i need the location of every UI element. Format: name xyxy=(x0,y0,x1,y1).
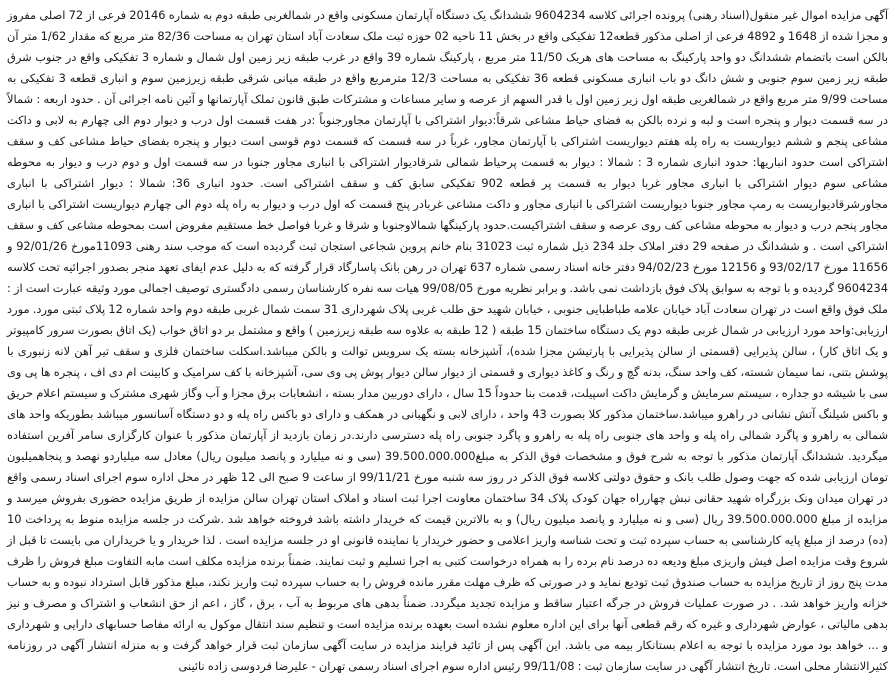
notice-body-text: آگهی مزایده اموال غیر منقول(اسناد رهنی) پرونده اجرائی کلاسه 9604234 ششدانگ یک دستگاه آپارتمان مسکونی واقع در شمالغربی طبقه دوم به شماره 20146 فرعی از 72 اصلی مفروز و مجزا شده از 1648 و 4892 فرعی از اصلی مذکور قطعه12 تفکیکی واقع در بخش 11 ناحیه 02 حوزه ثبت ملک سعادت آباد استان تهران به مساحت 82/36 متر مربع که مقدار 1/62 متر آن بالکن است باتضمام ششدانگ دو واحد پارکینگ به مساحت های هریک 11/50 متر مربع ، پارکینگ شماره 39 واقع در غرب طبقه زیر زمین اول شمال و شماره 3 تفکیکی واقع در جنوب شرق طبقه زیر زمین سوم جنوبی و شش دانگ دو باب انباری مسکونی قطعه 36 تفکیکی به مساحت 12/3 مترمربع واقع در طبقه میانی شرقی طبقه زیرزمین سوم و انباری قطعه 3 تفکیکی به مساحت 9/99 متر مربع واقع در شمالغربی طبقه اول زیر زمین اول با قدر السهم از عرصه و سایر مساعات و مشترکات طبق قانون تملک آپارتمانها و آئین نامه اجرائی آن . حدود اربعه : شمالاً در سه قسمت دیوار و پنجره است و لبه و نرده بالکن به فضای حیاط مشاعی شرقاً:دیوار اشتراکی با آپارتمان مجاورجنوباً :در هفت قسمت اول درب و دیوار دوم الی چهارم به لابی و داکت مشاعی پنجم و ششم دیواریست به راه پله هفتم دیواریست اشتراکی با آپارتمان مجاور، غرباً در سه قسمت که قسمت دوم قوسی است دیوار و پنجره بفضای حیاط مشاعی کف و سقف اشتراکی است حدود انباریها: حدود انباری شماره 3 : شمالا : دیوار به قسمت پرحیاط شمالی شرقادیوار اشتراکی با انباری مجاور جنوبا در سه قسمت اول و دوم درب و دیوار به محوطه مشاعی سوم دیوار اشتراکی با انباری مجاور غربا دیوار به قسمت پر قطعه 902 تفکیکی سابق کف و سقف اشتراکی است. حدود انباری 36: شمالا : دیوار اشتراکی با انباری مجاورشرقادیواریست به رمپ مجاور جنوبا دیواریست اشتراکی با انباری مجاور و داکت مشاعی غربادر پنج قسمت که اول درب و دیوار به راه پله دوم الی چهارم دیواریست اشتراکی با انباری مجاور پنجم درب و دیوار به محوطه مشاعی کف روی عرصه و سقف اشتراکیست.حدود پارکینگها شمالاوجنوبا و شرقا و غربا فواصل خط مستقیم مفروض است بمحوطه مشاعی کف و سقف اشتراکی است . و ششدانگ در صفحه 29 دفتر املاک جلد 234 ذیل شماره ثبت 31023 بنام خانم پروین شجاعی استجان ثبت گردیده است که موجب سند رهنی 11093مورخ 92/01/26 و 11656 مورخ 93/02/17 و 12156 مورخ 94/02/23 دفتر خانه اسناد رسمی شماره 637 تهران در رهن بانک پاسارگاد قرار گرفته که به دلیل عدم ایفای تعهد منجر بصدور اجرائیه تحت کلاسه 9604234 گردیده و با توجه به سوابق پلاک فوق بازداشت نمی باشد. و برابر نظریه مورخ 99/08/05 هیات سه نفره کارشناسان رسمی دادگستری توصیف اجمالی مورد وثیقه عبارت است از : ملک فوق واقع است در تهران سعادت آباد خیابان علامه طباطبایی جنوبی ، خیابان شهید حق طلب غربی پلاک شهرداری 31 سمت شمال غربی طبقه دوم واحد شماره 12 پلاک ثبتی مورد. مورد ارزیابی:واحد مورد ارزیابی در شمال غربی طبقه دوم یک دستگاه ساختمان 15 طبقه ( 12 طبقه به علاوه سه طبقه زیرزمین ) واقع و مشتمل بر دو اتاق خواب (یک اتاق بصورت سرور کامپیوتر و یک اتاق کار) ، سالن پذیرایی (قسمتی از سالن پذیرایی با پارتیشن مجزا شده)، آشپزخانه بسته یک سرویس توالت و بالکن میباشد.اسکلت ساختمان فلزی و سقف تیر آهن لانه زنبوری با پوشش بتنی، نما سیمان شسته، کف واحد سنگ، بدنه گچ و رنگ و کاغذ دیواری و قسمتی از دیوار سالن دیوار پوش پی وی سی، آشپزخانه با کف سرامیک و کابینت ام دی اف ، پنجره ها پی وی سی با شیشه دو جداره ، سیستم سرمایش و گرمایش داکت اسپیلت، قدمت بنا حدوداً 15 سال ، دارای دوربین مدار بسته ، انشعابات برق مجزا و آب وگاز شهری مشترک و سیستم اعلام حریق و باکس شیلنگ آتش نشانی در راهرو میباشد.ساختمان مذکور کلا بصورت 43 واحد ، دارای لابی و نگهبانی در همکف و دارای دو باکس راه پله و دو دستگاه آسانسور میباشد بطوریکه واحد های شمالی به راهرو و پاگرد شمالی راه پله و واحد های جنوبی راه پله به راهرو و پاگرد جنوبی راه پله دسترسی دارند.در زمان بازدید از آپارتمان مذکور با عنوان کارگزاری سامر آفرین استفاده میگردید. ششدانگ آپارتمان مذکور با توجه به شرح فوق و مشخصات فوق الذکر به مبلغ39.500.000.000 (سی و نه میلیارد و پانصد میلیون ریال) معادل سه میلیاردو نهصد و پنجاهمیلیون تومان ارزیابی شده که جهت وصول طلب بانک و حقوق دولتی کلاسه فوق الذکر در روز سه شنبه مورخ 99/11/21 از ساعت 9 صبح الی 12 ظهر در محل اداره سوم اجرای اسناد رسمی واقع در تهران میدان ونک بزرگراه شهید حقانی نبش چهارراه جهان کودک پلاک 34 ساختمان معاونت اجرا ثبت اسناد و املاک استان تهران سالن مزایده از طریق مزایده حضوری بفروش میرسد و مزایده از مبلغ 39.500.000.000 ریال (سی و نه میلیارد و پانصد میلیون ریال) و به بالاترین قیمت که خریدار داشته باشد فروخته خواهد شد .شرکت در جلسه مزایده منوط به پرداخت 10 (ده) درصد از مبلغ پایه کارشناسی به حساب سپرده ثبت و تحت شناسه واریز اعلامی و حضور خریدار یا نماینده قانونی او در جلسه مزایده است . لذا خریدار و یا خریداران می بایست تا قبل از شروع وقت مزایده اصل فیش واریزی مبلغ ودیعه ده درصد نام برده را به همراه درخواست کتبی به اجرا تسلیم و ثبت نمایند. ضمناً برنده مزایده مکلف است مابه التفاوت مبلغ فروش را ظرف مدت پنج روز از تاریخ مزایده به حساب صندوق ثبت تودیع نماید و در صورتی که ظرف مهلت مقرر مانده فروش را به حساب سپرده ثبت واریز نکند، مبلغ مذکور قابل استرداد نبوده و به حساب خزانه واریز خواهد شد. . در صورت عملیات فروش در جرگه اعتبار ساقط و مزایده تجدید میگردد. ضمناً بدهی های مربوط به آب ، برق ، گاز ، اعم از حق انشعاب و اشتراک و مصرف و نیز بدهی مالیاتی ، عوارض شهرداری و غیره که رقم قطعی آنها برای این اداره معلوم نشده است بعهده برنده مزایده است و تنظیم سند انتقال موکول به ارائه مفاصا حسابهای دارایی و شهرداری و ... خواهد بود مورد مزایده با توجه به اعلام بستانکار بیمه می باشد. این آگهی پس از تائید فرایند مزایده در سایت آگهی سازمان ثبت قرار خواهد گرفت و به منزله انتشار آگهی در روزنامه کثیرالانتشار محلی است. تاریخ انتشار آگهی در سایت سازمان ثبت : 99/11/08 رئیس اداره سوم اجرای اسناد رسمی تهران - علیرضا فردوسی زاده نائینی xyxy=(7,8,889,673)
